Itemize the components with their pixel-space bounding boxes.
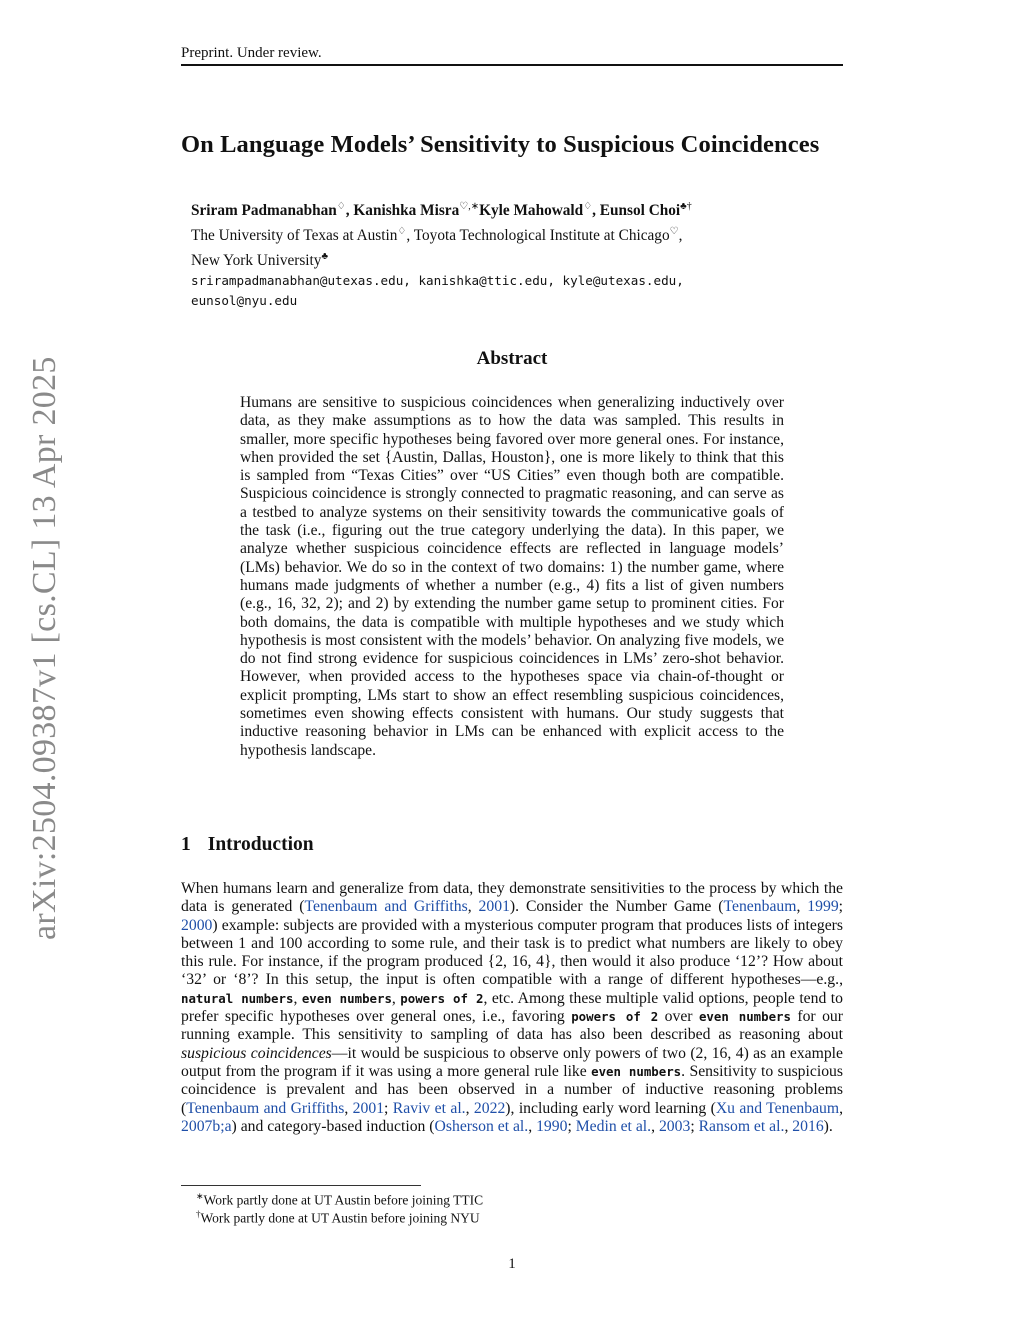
citation-link[interactable]: 1990 <box>536 1117 568 1135</box>
citation-link[interactable]: Osherson et al. <box>434 1117 529 1135</box>
citation-link[interactable]: 2003 <box>658 1117 691 1135</box>
citation-link[interactable]: Medin et al. <box>575 1117 652 1135</box>
abstract-heading: Abstract <box>476 348 548 369</box>
citation-link[interactable]: Xu and Tenenbaum <box>715 1099 840 1117</box>
citation-link[interactable]: 2022 <box>473 1099 506 1117</box>
page-number: 1 <box>508 1256 516 1272</box>
section-heading-introduction <box>181 834 314 856</box>
header-rule <box>181 64 843 66</box>
citation-link[interactable]: Tenenbaum <box>723 898 797 916</box>
code-term: even numbers <box>591 1063 682 1079</box>
code-term: natural numbers <box>181 990 294 1006</box>
abstract-body: Humans are sensitive to suspicious coincidences when generalizing inductively over data, as they make assumptions as to how the data was sampled. This results in smaller, more specific hypotheses being favored over more general ones. For instance, when provided the set {Austin, Dallas, Houston}, one is more likely to think that this is sampled from “Texas Cities” over “US Cities” even though both are compatible. Suspicious coincidence is strongly connected to pragmatic reasoning, and can serve as a testbed to analyze systems on their sensitivity towards the communicative goals of the task (i.e., figuring out the true category underlying the data). In this paper, we analyze whether suspicious coincidence effects are reflected in language models’ (LMs) behavior. We do so in the context of two domains: 1) the number game, where humans made judgments of whether a number (e.g., 4) fits a list of given numbers (e.g., 16, 32, 2); and 2) by extending the number game setup to prominent cities. For both domains, the data is compatible with multiple hypotheses and we study which hypothesis is most consistent with the models’ behavior. On analyzing five models, we do not find strong evidence for suspicious coincidences in LMs’ zero-shot behavior. However, when provided access to the hypotheses space via chain-of-thought or explicit prompting, LMs start to show an effect resembling suspicious coincidences, sometimes even showing effects consistent with humans. Our study suggests that inductive reasoning behavior in LMs can be enhanced with explicit access to the hypothesis landscape. <box>240 394 784 759</box>
paper-title: On Language Models’ Sensitivity to Suspicious Coincidences <box>181 131 820 158</box>
code-term: powers of 2 <box>400 990 484 1006</box>
author-block <box>191 196 831 311</box>
citation-link[interactable]: Tenenbaum and Griffiths <box>304 898 468 916</box>
citation-link[interactable]: 2016 <box>792 1117 824 1135</box>
citation-link[interactable]: 2000 <box>181 916 213 934</box>
code-term: even numbers <box>698 1009 791 1025</box>
citation-link[interactable]: Ransom et al. <box>698 1117 785 1135</box>
footnote-rule <box>181 1185 421 1186</box>
author-affiliation-nyu: New York University♣ <box>191 251 329 269</box>
citation-link[interactable]: 2001 <box>352 1099 385 1117</box>
citation-link[interactable]: 2007b;a <box>181 1117 232 1135</box>
author-email-line2[interactable]: eunsol@nyu.edu <box>191 293 298 308</box>
citation-link[interactable]: 1999 <box>807 898 839 916</box>
running-header: Preprint. Under review. <box>181 45 322 61</box>
author-names: Sriram Padmanabhan♢, Kanishka Misra♡,∗Kyle Mahowald♢, Eunsol Choi♣† <box>191 201 692 219</box>
author-emails[interactable]: srirampadmanabhan@utexas.edu, kanishka@ttic.edu, kyle@utexas.edu, <box>191 273 684 288</box>
code-term: powers of 2 <box>571 1009 659 1025</box>
introduction-paragraph: When humans learn and generalize from data, they demonstrate sensitivities to the process by which the data is generated (Tenenbaum and Griffiths, 2001). Consider the Number Game (Tenenbaum, 1999; 2000) example: subjects are provided with a mysterious computer program that produces lists of integers between 1 and 100 according to some rule, and their task is to predict what numbers are likely to obey this rule. For instance, if the program produced {2, 16, 4}, then would it also produce ‘12’? How about ‘32’ or ‘8’? In this setup, the input is often compatible with a range of different hypotheses—e.g., natural numbers, even numbers, powers of 2, etc. Among these multiple valid options, people tend to prefer specific hypotheses over general ones, i.e., favoring powers of 2 over even numbers for our running example. This sensitivity to sampling of data has also been described as reasoning about suspicious coincidences—it would be suspicious to observe only powers of two (2, 16, 4) as an example output from the program if it was using a more general rule like even numbers. Sensitivity to suspicious coincidence is prevalent and has been observed in a number of inductive reasoning problems (Tenenbaum and Griffiths, 2001; Raviv et al., 2022), including early word learning (Xu and Tenenbaum, 2007b;a) and category-based induction (Osherson et al., 1990; Medin et al., 2003; Ransom et al., 2016). <box>181 880 844 1135</box>
author-affiliations: The University of Texas at Austin♢, Toyota Technological Institute at Chicago♡, <box>191 226 683 244</box>
emphasis-term: suspicious coincidences <box>181 1044 332 1062</box>
footnote-1: ∗Work partly done at UT Austin before joining TTIC <box>196 1191 484 1208</box>
footnote-2: †Work partly done at UT Austin before joining NYU <box>196 1209 480 1226</box>
section-title: Introduction <box>207 834 314 855</box>
citation-link[interactable]: Raviv et al. <box>392 1099 466 1117</box>
citation-link[interactable]: 2001 <box>478 898 510 916</box>
arxiv-side-stamp: arXiv:2504.09387v1 [cs.CL] 13 Apr 2025 <box>26 356 63 940</box>
citation-link[interactable]: Tenenbaum and Griffiths <box>186 1099 345 1117</box>
section-number: 1 <box>181 834 191 855</box>
code-term: even numbers <box>301 990 392 1006</box>
